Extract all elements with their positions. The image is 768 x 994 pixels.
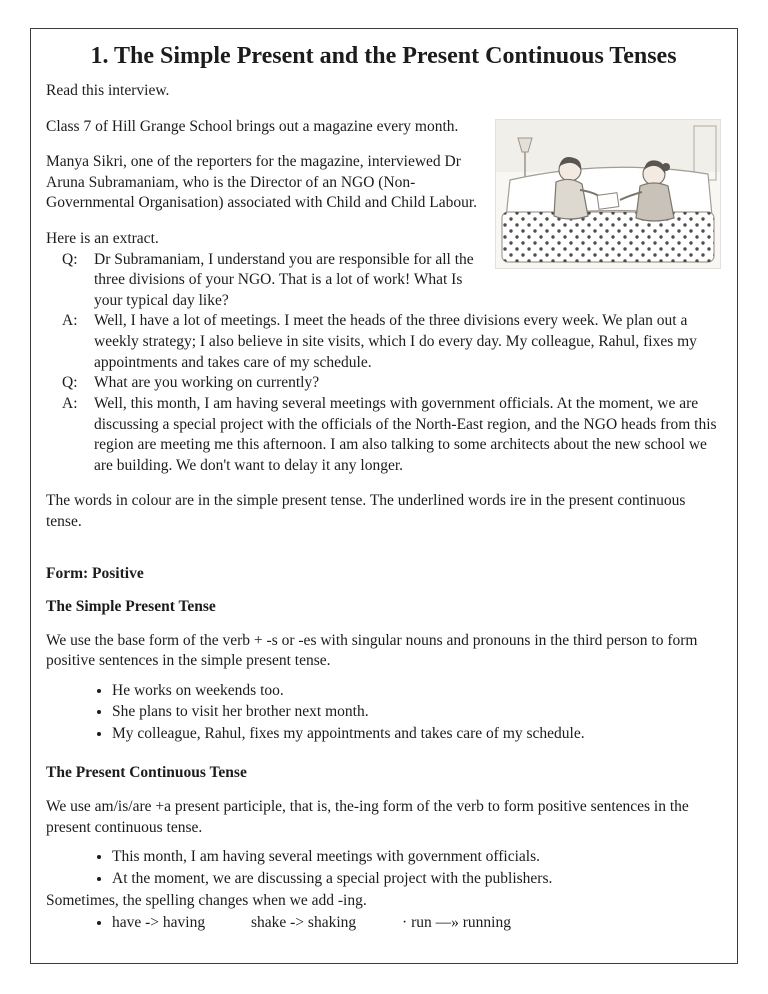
speaker-label: A: xyxy=(62,312,78,330)
interview-question-2 xyxy=(46,373,721,394)
interview-illustration xyxy=(495,119,721,269)
example-item: • This month, I am having several meetings with government officials. xyxy=(112,846,721,867)
spelling-example: shake -> shaking xyxy=(250,913,357,931)
interview-question-1 xyxy=(46,250,481,312)
speaker-label: Q: xyxy=(62,374,78,392)
colour-note: The words in colour are in the simple present tense. The underlined words ire in the present continuous tense. xyxy=(46,492,686,530)
present-continuous-examples xyxy=(46,846,721,889)
present-continuous-heading: The Present Continuous Tense xyxy=(46,763,247,781)
spelling-example-row xyxy=(112,914,721,932)
speaker-label: A: xyxy=(62,394,78,412)
present-continuous-body: We use am/is/are +a present participle, that is, the-ing form of the verb to form positive sentences in the present continuous tense. xyxy=(46,797,689,836)
example-item: • She plans to visit her brother next month. xyxy=(112,701,721,722)
extract-intro: Here is an extract. xyxy=(46,230,159,248)
speaker-label: Q: xyxy=(62,250,78,268)
page-border-frame xyxy=(30,28,738,964)
speaker-text: Well, I have a lot of meetings. I meet the heads of the three divisions every week. We plan out a weekly strategy; I also believe in site visits, which I do every day. My colleague, Rahul, fixes my appointments and takes care of my schedule. xyxy=(94,312,697,371)
example-item: • At the moment, we are discussing a special project with the publishers. xyxy=(112,868,721,889)
simple-present-examples xyxy=(46,680,721,744)
example-item: • My colleague, Rahul, fixes my appointments and takes care of my schedule. xyxy=(112,723,721,744)
interview-answer-1 xyxy=(46,311,721,373)
spelling-example: have -> having xyxy=(112,913,206,931)
form-positive-heading: Form: Positive xyxy=(46,564,144,582)
speaker-text: What are you working on currently? xyxy=(94,374,320,392)
speaker-text: Well, this month, I am having several meetings with government officials. At the moment, we are discussing a special project with the officials of the North-East region, and the NGO heads from this region are meeting me this afternoon. I am also talking to some architects about the new school we are building. We don't want to delay it any longer. xyxy=(94,394,717,474)
simple-present-heading: The Simple Present Tense xyxy=(46,597,216,615)
speaker-text: Dr Subramaniam, I understand you are responsible for all the three divisions of your NGO. That is a lot of work! What Is your typical day like? xyxy=(94,250,474,309)
two-women-talking-drawing xyxy=(496,120,720,268)
paragraph-magazine: Class 7 of Hill Grange School brings out a magazine every month. xyxy=(46,117,459,135)
spelling-note: Sometimes, the spelling changes when we add -ing. xyxy=(46,891,367,909)
interview-extract xyxy=(46,250,721,477)
paragraph-reporter: Manya Sikri, one of the reporters for the magazine, interviewed Dr Aruna Subramaniam, who is the Director of an NGO (Non-Governmental Organisation) associated with Child and Child Labour. xyxy=(46,153,478,212)
example-item: • He works on weekends too. xyxy=(112,680,721,701)
page-title: 1. The Simple Present and the Present Continuous Tenses xyxy=(90,43,677,69)
intro-line: Read this interview. xyxy=(46,82,170,99)
spelling-example: · run —» running xyxy=(402,913,511,931)
spelling-examples xyxy=(46,914,721,932)
simple-present-body: We use the base form of the verb + -s or -es with singular nouns and pronouns in the third person to form positive sentences in the simple present tense. xyxy=(46,631,698,670)
interview-answer-2 xyxy=(46,394,721,476)
